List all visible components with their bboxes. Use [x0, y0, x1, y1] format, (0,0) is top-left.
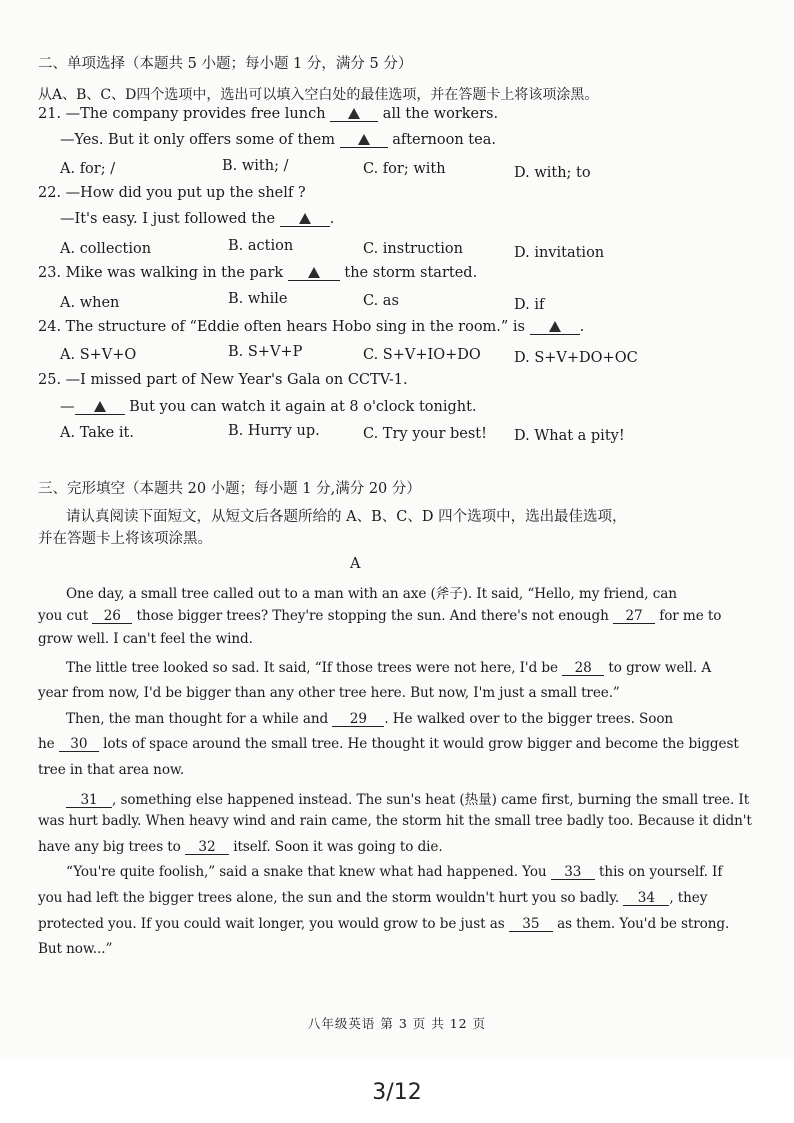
triangle-icon — [358, 134, 370, 145]
question-25-line-2: — But you can watch it again at 8 o'clock tonight. — [60, 399, 477, 415]
option: D. S+V+DO+OC — [514, 350, 638, 366]
option: B. S+V+P — [228, 344, 303, 360]
option: A. S+V+O — [60, 347, 137, 363]
cloze-blank-29: 29 — [332, 712, 384, 727]
option: D. with; to — [514, 165, 591, 181]
option: A. collection — [60, 241, 152, 257]
cloze-blank-30: 30 — [59, 737, 99, 752]
question-24-line-1: 24. The structure of “Eddie often hears Hobo sing in the room.” is . — [38, 319, 585, 335]
option: C. S+V+IO+DO — [363, 347, 481, 363]
passage-line: But now...” — [38, 941, 113, 957]
cloze-blank-34: 34 — [623, 891, 669, 906]
cloze-blank-32: 32 — [185, 840, 229, 855]
cloze-blank-28: 28 — [562, 661, 604, 676]
question-22-line-2: —It's easy. I just followed the . — [60, 211, 335, 227]
option: A. when — [60, 295, 120, 311]
question-23-line-1: 23. Mike was walking in the park the storm started. — [38, 265, 478, 281]
answer-blank — [288, 266, 340, 281]
triangle-icon — [348, 108, 360, 119]
page-indicator: 3/12 — [372, 1080, 422, 1105]
passage-line: he 30 lots of space around the small tree. He thought it would grow bigger and become the biggest — [38, 736, 739, 752]
section-3-instruction-1: 请认真阅读下面短文，从短文后各题所给的 A、B、C、D 四个选项中，选出最佳选项， — [66, 509, 627, 525]
answer-blank — [340, 133, 388, 148]
passage-line: One day, a small tree called out to a man with an axe (斧子). It said, “Hello, my friend, can — [66, 586, 677, 602]
answer-blank — [530, 320, 580, 335]
option: A. Take it. — [60, 425, 134, 441]
passage-line: Then, the man thought for a while and 29 . He walked over to the bigger trees. Soon — [66, 711, 674, 727]
passage-line: you had left the bigger trees alone, the sun and the storm wouldn't hurt you so badly. 34 , they — [38, 890, 708, 906]
triangle-icon — [549, 321, 561, 332]
question-21-line-2: —Yes. But it only offers some of them afternoon tea. — [60, 132, 496, 148]
option: B. Hurry up. — [228, 423, 320, 439]
passage-label: A — [350, 556, 361, 572]
option: D. if — [514, 297, 545, 313]
section-2-instruction: 从A、B、C、D四个选项中，选出可以填入空白处的最佳选项，并在答题卡上将该项涂黑。 — [38, 87, 599, 103]
option: B. action — [228, 238, 294, 254]
passage-line: was hurt badly. When heavy wind and rain came, the storm hit the small tree badly too. Because it didn't — [38, 813, 752, 829]
section-3-heading: 三、完形填空（本题共 20 小题；每小题 1 分,满分 20 分） — [38, 481, 421, 497]
passage-line: you cut 26 those bigger trees? They're stopping the sun. And there's not enough 27 for me to — [38, 608, 722, 624]
section-3-instruction-2: 并在答题卡上将该项涂黑。 — [38, 531, 212, 547]
cloze-blank-35: 35 — [509, 917, 553, 932]
answer-blank — [330, 107, 378, 122]
cloze-blank-27: 27 — [613, 609, 655, 624]
cloze-blank-26: 26 — [92, 609, 132, 624]
option: B. while — [228, 291, 288, 307]
option: C. instruction — [363, 241, 463, 257]
option: C. as — [363, 293, 399, 309]
option: C. for; with — [363, 161, 446, 177]
triangle-icon — [299, 213, 311, 224]
option: D. What a pity! — [514, 428, 625, 444]
passage-line: tree in that area now. — [38, 762, 185, 778]
triangle-icon — [94, 401, 106, 412]
option: C. Try your best! — [363, 426, 487, 442]
question-25-line-1: 25. —I missed part of New Year's Gala on CCTV-1. — [38, 372, 408, 388]
question-21-line-1: 21. —The company provides free lunch all the workers. — [38, 106, 499, 122]
passage-line: protected you. If you could wait longer, you would grow to be just as 35 as them. You'd be strong. — [38, 916, 730, 932]
passage-line: have any big trees to 32 itself. Soon it was going to die. — [38, 839, 443, 855]
triangle-icon — [308, 267, 320, 278]
passage-line: “You're quite foolish,” said a snake that knew what had happened. You 33 this on yourself. If — [66, 864, 723, 880]
passage-line: The little tree looked so sad. It said, “If those trees were not here, I'd be 28 to grow well. A — [66, 660, 712, 676]
option: D. invitation — [514, 245, 605, 261]
page-footer: 八年级英语 第 3 页 共 12 页 — [307, 1016, 487, 1031]
cloze-blank-33: 33 — [551, 865, 595, 880]
answer-blank — [280, 212, 330, 227]
passage-line: grow well. I can't feel the wind. — [38, 631, 253, 647]
question-22-line-1: 22. —How did you put up the shelf ? — [38, 185, 306, 201]
section-2-heading: 二、单项选择（本题共 5 小题；每小题 1 分，满分 5 分） — [38, 56, 413, 72]
answer-blank — [75, 400, 125, 415]
option: B. with; / — [222, 158, 289, 174]
option: A. for; / — [60, 161, 116, 177]
cloze-blank-31: 31 — [66, 793, 112, 808]
passage-line: year from now, I'd be bigger than any other tree here. But now, I'm just a small tree.” — [38, 685, 620, 701]
passage-line: 31 , something else happened instead. The sun's heat (热量) came first, burning the small tree. It — [66, 788, 749, 808]
